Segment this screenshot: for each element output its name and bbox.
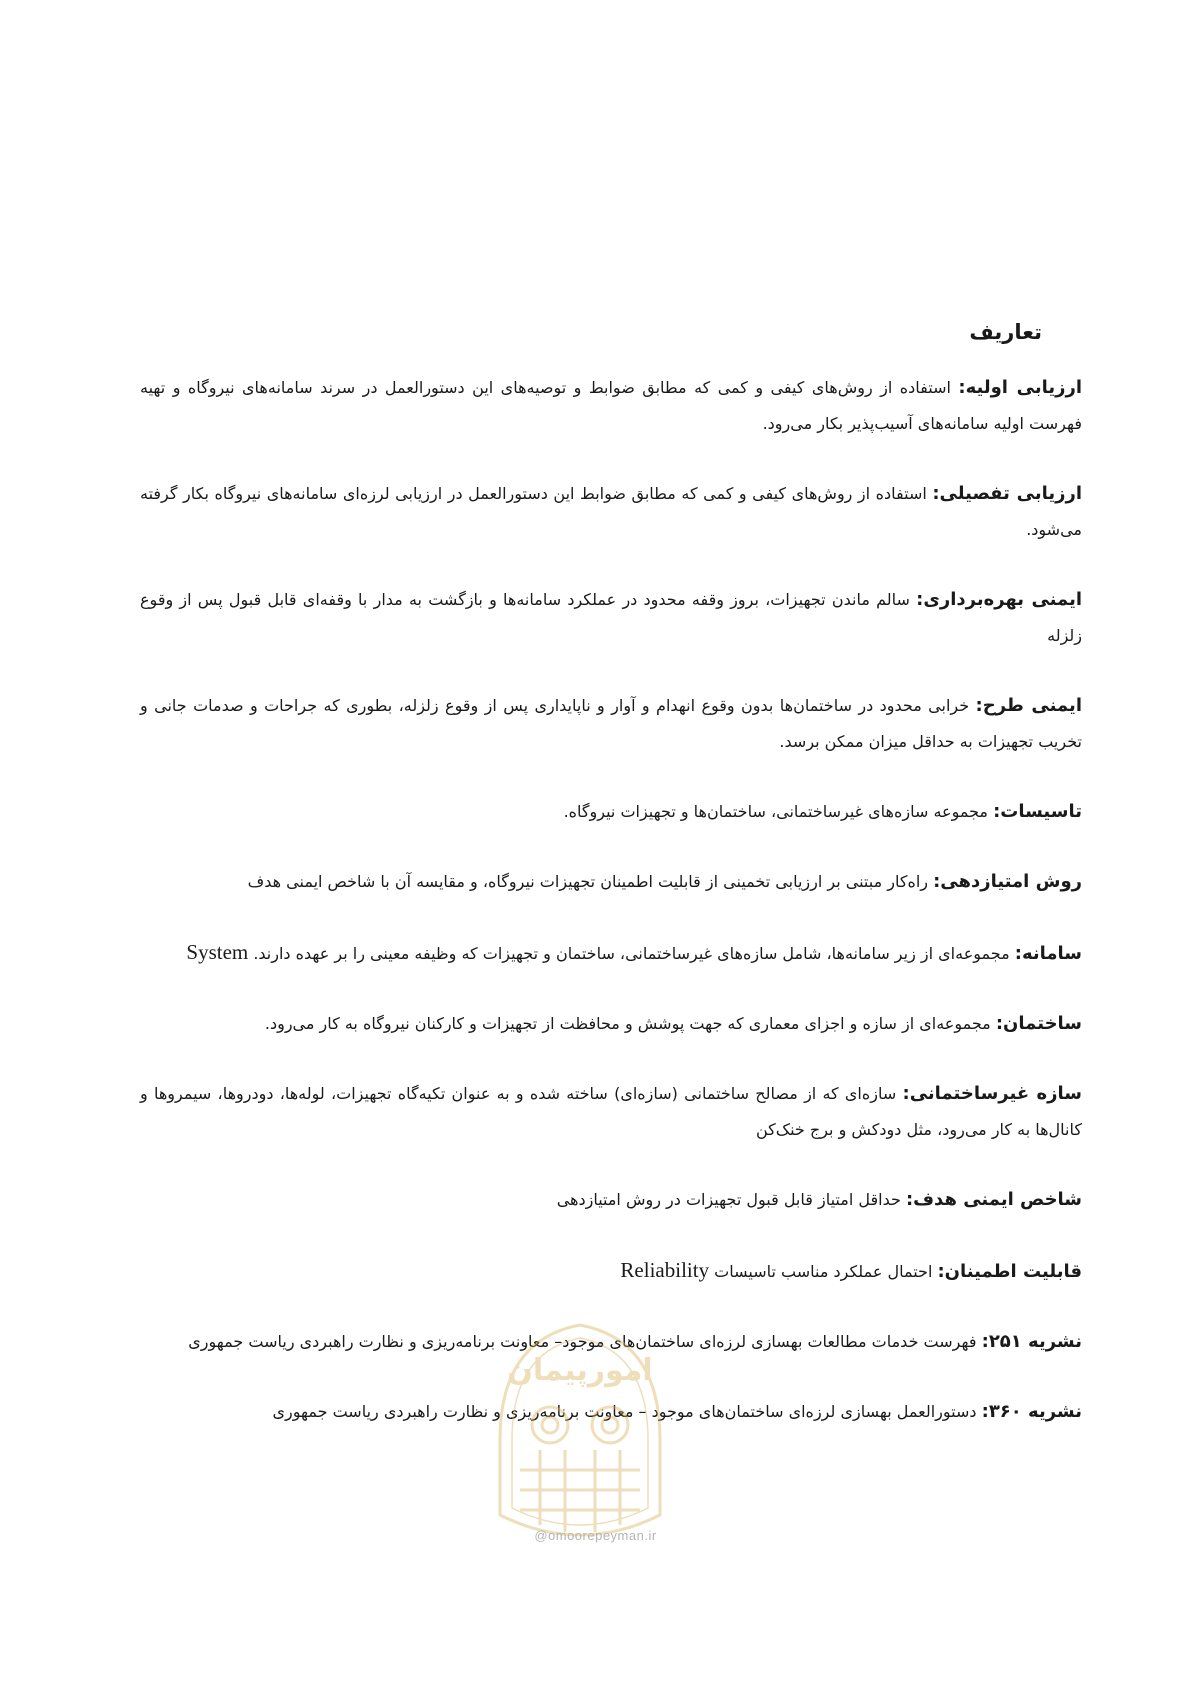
definition-item — [140, 1182, 1082, 1218]
definition-text: استفاده از روش‌های کیفی و کمی که مطابق ضوابط این دستورالعمل در ارزیابی لرزه‌ای سامانه‌های نیروگاه بکار گرفته می‌شود. — [140, 484, 1082, 539]
definition-item — [140, 934, 1082, 972]
definition-term: ساختمان: — [995, 1013, 1082, 1034]
definition-term: سازه غیرساختمانی: — [902, 1083, 1082, 1104]
definition-term: سامانه: — [1014, 943, 1082, 964]
definition-latin-term: System — [186, 940, 249, 964]
definition-text: مجموعه سازه‌های غیرساختمانی، ساختمان‌ها و تجهیزات نیروگاه. — [563, 802, 994, 821]
definition-text: خرابی محدود در ساختمان‌ها بدون وقوع انهدام و آوار و ناپایداری پس از وقوع زلزله، بطوری که جراحات و صدمات جانی و تخریب تجهیزات به حداقل میزان ممکن برسد. — [140, 696, 1082, 751]
definition-term: ایمنی طرح: — [975, 695, 1082, 716]
definition-term: ایمنی بهره‌برداری: — [916, 589, 1083, 610]
definition-term: روش امتیازدهی: — [933, 871, 1082, 892]
definitions-page — [140, 320, 1082, 1464]
definition-text: احتمال عملکرد مناسب تاسیسات — [709, 1262, 938, 1281]
definition-term: تاسیسات: — [993, 801, 1082, 822]
definition-text: مجموعه‌ای از زیر سامانه‌ها، شامل سازه‌های غیرساختمانی، ساختمان و تجهیزات که وظیفه معینی را بر عهده دارند. — [248, 944, 1015, 963]
definition-term: نشریه ۳۶۰: — [981, 1401, 1082, 1422]
definition-text: حداقل امتیاز قابل قبول تجهیزات در روش امتیازدهی — [556, 1190, 906, 1209]
definition-text: راه‌کار مبتنی بر ارزیابی تخمینی از قابلیت اطمینان تجهیزات نیروگاه، و مقایسه آن با شاخص ایمنی هدف — [247, 872, 934, 891]
definition-item — [140, 794, 1082, 830]
page-title: تعاریف — [969, 320, 1042, 344]
definition-text: مجموعه‌ای از سازه و اجزای معماری که جهت پوشش و محافظت از تجهیزات و کارکنان نیروگاه به کار می‌رود. — [264, 1014, 996, 1033]
definition-item — [140, 1076, 1082, 1148]
definition-item — [140, 688, 1082, 760]
definition-text: فهرست خدمات مطالعات بهسازی لرزه‌ای ساختمان‌های موجود– معاونت برنامه‌ریزی و نظارت راهبردی ریاست جمهوری — [188, 1332, 982, 1351]
definition-term: ارزیابی اولیه: — [958, 377, 1082, 398]
definition-term: شاخص ایمنی هدف: — [905, 1189, 1082, 1210]
definition-text: استفاده از روش‌های کیفی و کمی که مطابق ضوابط و توصیه‌های این دستورالعمل در سرند سامانه‌های نیروگاه و تهیه فهرست اولیه سامانه‌های آسیب‌پذیر بکار می‌رود. — [140, 378, 1082, 433]
definition-latin-term: Reliability — [620, 1258, 710, 1282]
definition-term: نشریه ۲۵۱: — [981, 1331, 1082, 1352]
definition-text: سالم ماندن تجهیزات، بروز وقفه محدود در عملکرد سامانه‌ها و بازگشت به مدار با وقفه‌ای قابل قبول پس از وقوع زلزله — [140, 590, 1082, 645]
definition-item — [140, 1252, 1082, 1290]
definition-term: ارزیابی تفصیلی: — [932, 483, 1082, 504]
definition-item — [140, 476, 1082, 548]
definition-item — [140, 370, 1082, 442]
definition-text: سازه‌ای که از مصالح ساختمانی (سازه‌ای) ساخته شده و به عنوان تکیه‌گاه تجهیزات، لوله‌ها، دودروها، سیمروها و کانال‌ها به کار می‌رود، مثل دودکش و برج خنک‌کن — [140, 1084, 1082, 1139]
definition-item — [140, 1324, 1082, 1360]
svg-text:امورپیمان: امورپیمان — [507, 1353, 653, 1388]
definition-text: دستورالعمل بهسازی لرزه‌ای ساختمان‌های موجود – معاونت برنامه‌ریزی و نظارت راهبردی ریاست جمهوری — [272, 1402, 982, 1421]
definition-item — [140, 1394, 1082, 1430]
definition-term: قابلیت اطمینان: — [937, 1261, 1082, 1282]
definition-item — [140, 864, 1082, 900]
definition-item — [140, 1006, 1082, 1042]
watermark-site: @omoorepeyman.ir — [534, 1528, 657, 1543]
definition-item — [140, 582, 1082, 654]
